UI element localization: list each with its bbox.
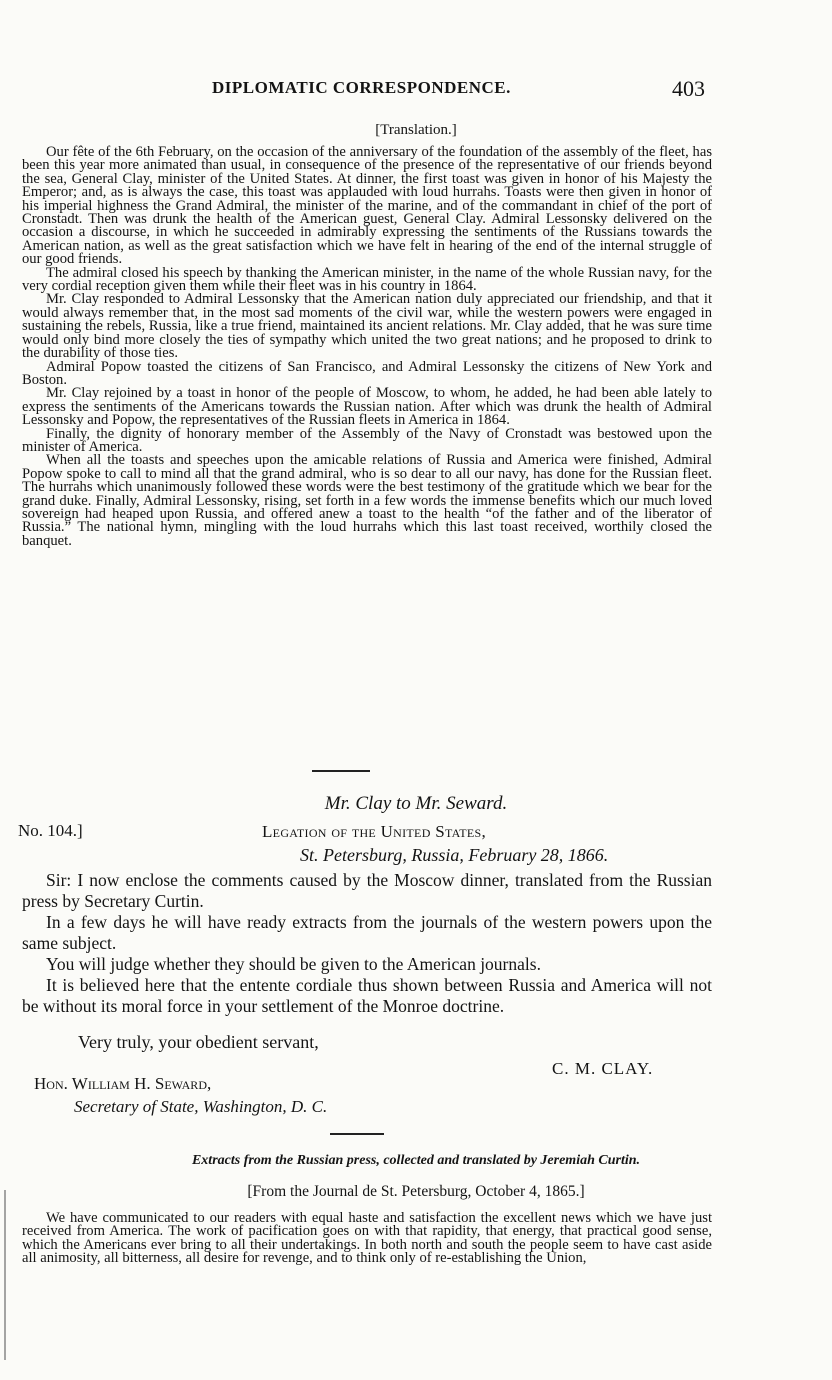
scan-edge-line xyxy=(4,1190,6,1360)
legation-line: Legation of the United States, xyxy=(262,822,487,841)
translation-paragraph: When all the toasts and speeches upon the amicable relations of Russia and America were finished, Admiral Popow spoke to call to mind all that the grand admiral, who is so dear to all our navy, has done for the Russian fleet. The hurrahs which unanimously followed these words were the best testimony of the gratitude which we bear for the grand duke. Finally, Admiral Lessonsky, rising, set forth in a few words the immense benefits which our much loved sovereign had heaped upon Russia, and offered anew a toast to the health “of the father and of the liberator of Russia.” The national hymn, mingling with the loud hurrahs which this last toast received, worthily closed the banquet. xyxy=(22,452,712,549)
translation-paragraph: Mr. Clay rejoined by a toast in honor of the people of Moscow, to whom, he added, he had been able lately to express the sentiments of the Americans towards the Russian nation. After which was drunk the health of Admiral Lessonsky and Popow, the representatives of the Russian fleets in America in 1864. xyxy=(22,385,712,429)
letter-heading: Mr. Clay to Mr. Seward. xyxy=(324,793,508,814)
extracts-body xyxy=(22,1212,712,1266)
letter-closing: Very truly, your obedient servant, xyxy=(78,1032,319,1052)
section-divider xyxy=(330,1133,384,1135)
letter-body xyxy=(22,870,712,1017)
page-number: 403 xyxy=(672,76,705,101)
running-title: DIPLOMATIC CORRESPONDENCE. xyxy=(212,78,511,97)
letter-paragraph: Sir: I now enclose the comments caused by the Moscow dinner, translated from the Russian press by Secretary Curtin. xyxy=(22,870,712,911)
letter-paragraph: In a few days he will have ready extracts from the journals of the western powers upon the same subject. xyxy=(22,912,712,953)
journal-source: [From the Journal de St. Petersburg, October 4, 1865.] xyxy=(247,1183,585,1200)
extracts-heading: Extracts from the Russian press, collected and translated by Jeremiah Curtin. xyxy=(191,1153,641,1168)
document-number: No. 104.] xyxy=(18,821,83,840)
extracts-paragraph: We have communicated to our readers with equal haste and satisfaction the excellent news which we have just received from America. The work of pacification goes on with that rapidity, that energy, that practical good sense, which the Americans ever bring to all their undertakings. In both north and south the people seem to have cast aside all animosity, all bitterness, all desire for revenge, and to think only of re-establishing the Union, xyxy=(22,1210,712,1267)
addressee-title: Secretary of State, Washington, D. C. xyxy=(74,1097,328,1116)
signature: C. M. CLAY. xyxy=(552,1059,654,1078)
translation-body xyxy=(22,146,712,548)
addressee: Hon. William H. Seward, xyxy=(34,1074,212,1093)
translation-paragraph: Admiral Popow toasted the citizens of San Francisco, and Admiral Lessonsky the citizens of New York and Boston. xyxy=(22,358,712,388)
translation-paragraph: Our fête of the 6th February, on the occasion of the anniversary of the foundation of the assembly of the fleet, has been this year more animated than usual, in consequence of the presence of the representative of our friends beyond the sea, General Clay, minister of the United States. At dinner, the first toast was given in honor of his Majesty the Emperor; and, as is always the case, this toast was applauded with loud hurrahs. Toasts were then given in honor of his imperial highness the Grand Admiral, the minister of the marine, and of the commandant in chief of the port of Cronstadt. Then was drunk the health of the American guest, General Clay. Admiral Lessonsky delivered on the occasion a discourse, in which he succeeded in admirably expressing the sentiments of the Russians towards the American nation, as well as the great satisfaction which we have felt in hearing of the end of the internal struggle of our good friends. xyxy=(22,144,712,268)
translation-paragraph: Mr. Clay responded to Admiral Lessonsky that the American nation duly appreciated our friendship, and that it would always remember that, in the most sad moments of the civil war, while the western powers were engaged in sustaining the rebels, Russia, like a true friend, maintained its ancient relations. Mr. Clay added, that he was sure time would only bind more closely the ties of sympathy which united the two great nations; and he proposed to drink to the durability of those ties. xyxy=(22,291,712,362)
translation-paragraph: The admiral closed his speech by thanking the American minister, in the name of the whole Russian navy, for the very cordial reception given them while their fleet was in his country in 1864. xyxy=(22,264,712,295)
letter-paragraph: It is believed here that the entente cordiale thus shown between Russia and America will not be without its moral force in your settlement of the Monroe doctrine. xyxy=(22,975,712,1016)
running-head xyxy=(0,78,832,102)
translation-paragraph: Finally, the dignity of honorary member of the Assembly of the Navy of Cronstadt was bestowed upon the minister of America. xyxy=(22,425,712,455)
translation-label: [Translation.] xyxy=(375,122,457,138)
letter-paragraph: You will judge whether they should be given to the American journals. xyxy=(46,954,541,974)
dateline: St. Petersburg, Russia, February 28, 1866. xyxy=(300,845,609,865)
section-divider xyxy=(312,770,370,772)
